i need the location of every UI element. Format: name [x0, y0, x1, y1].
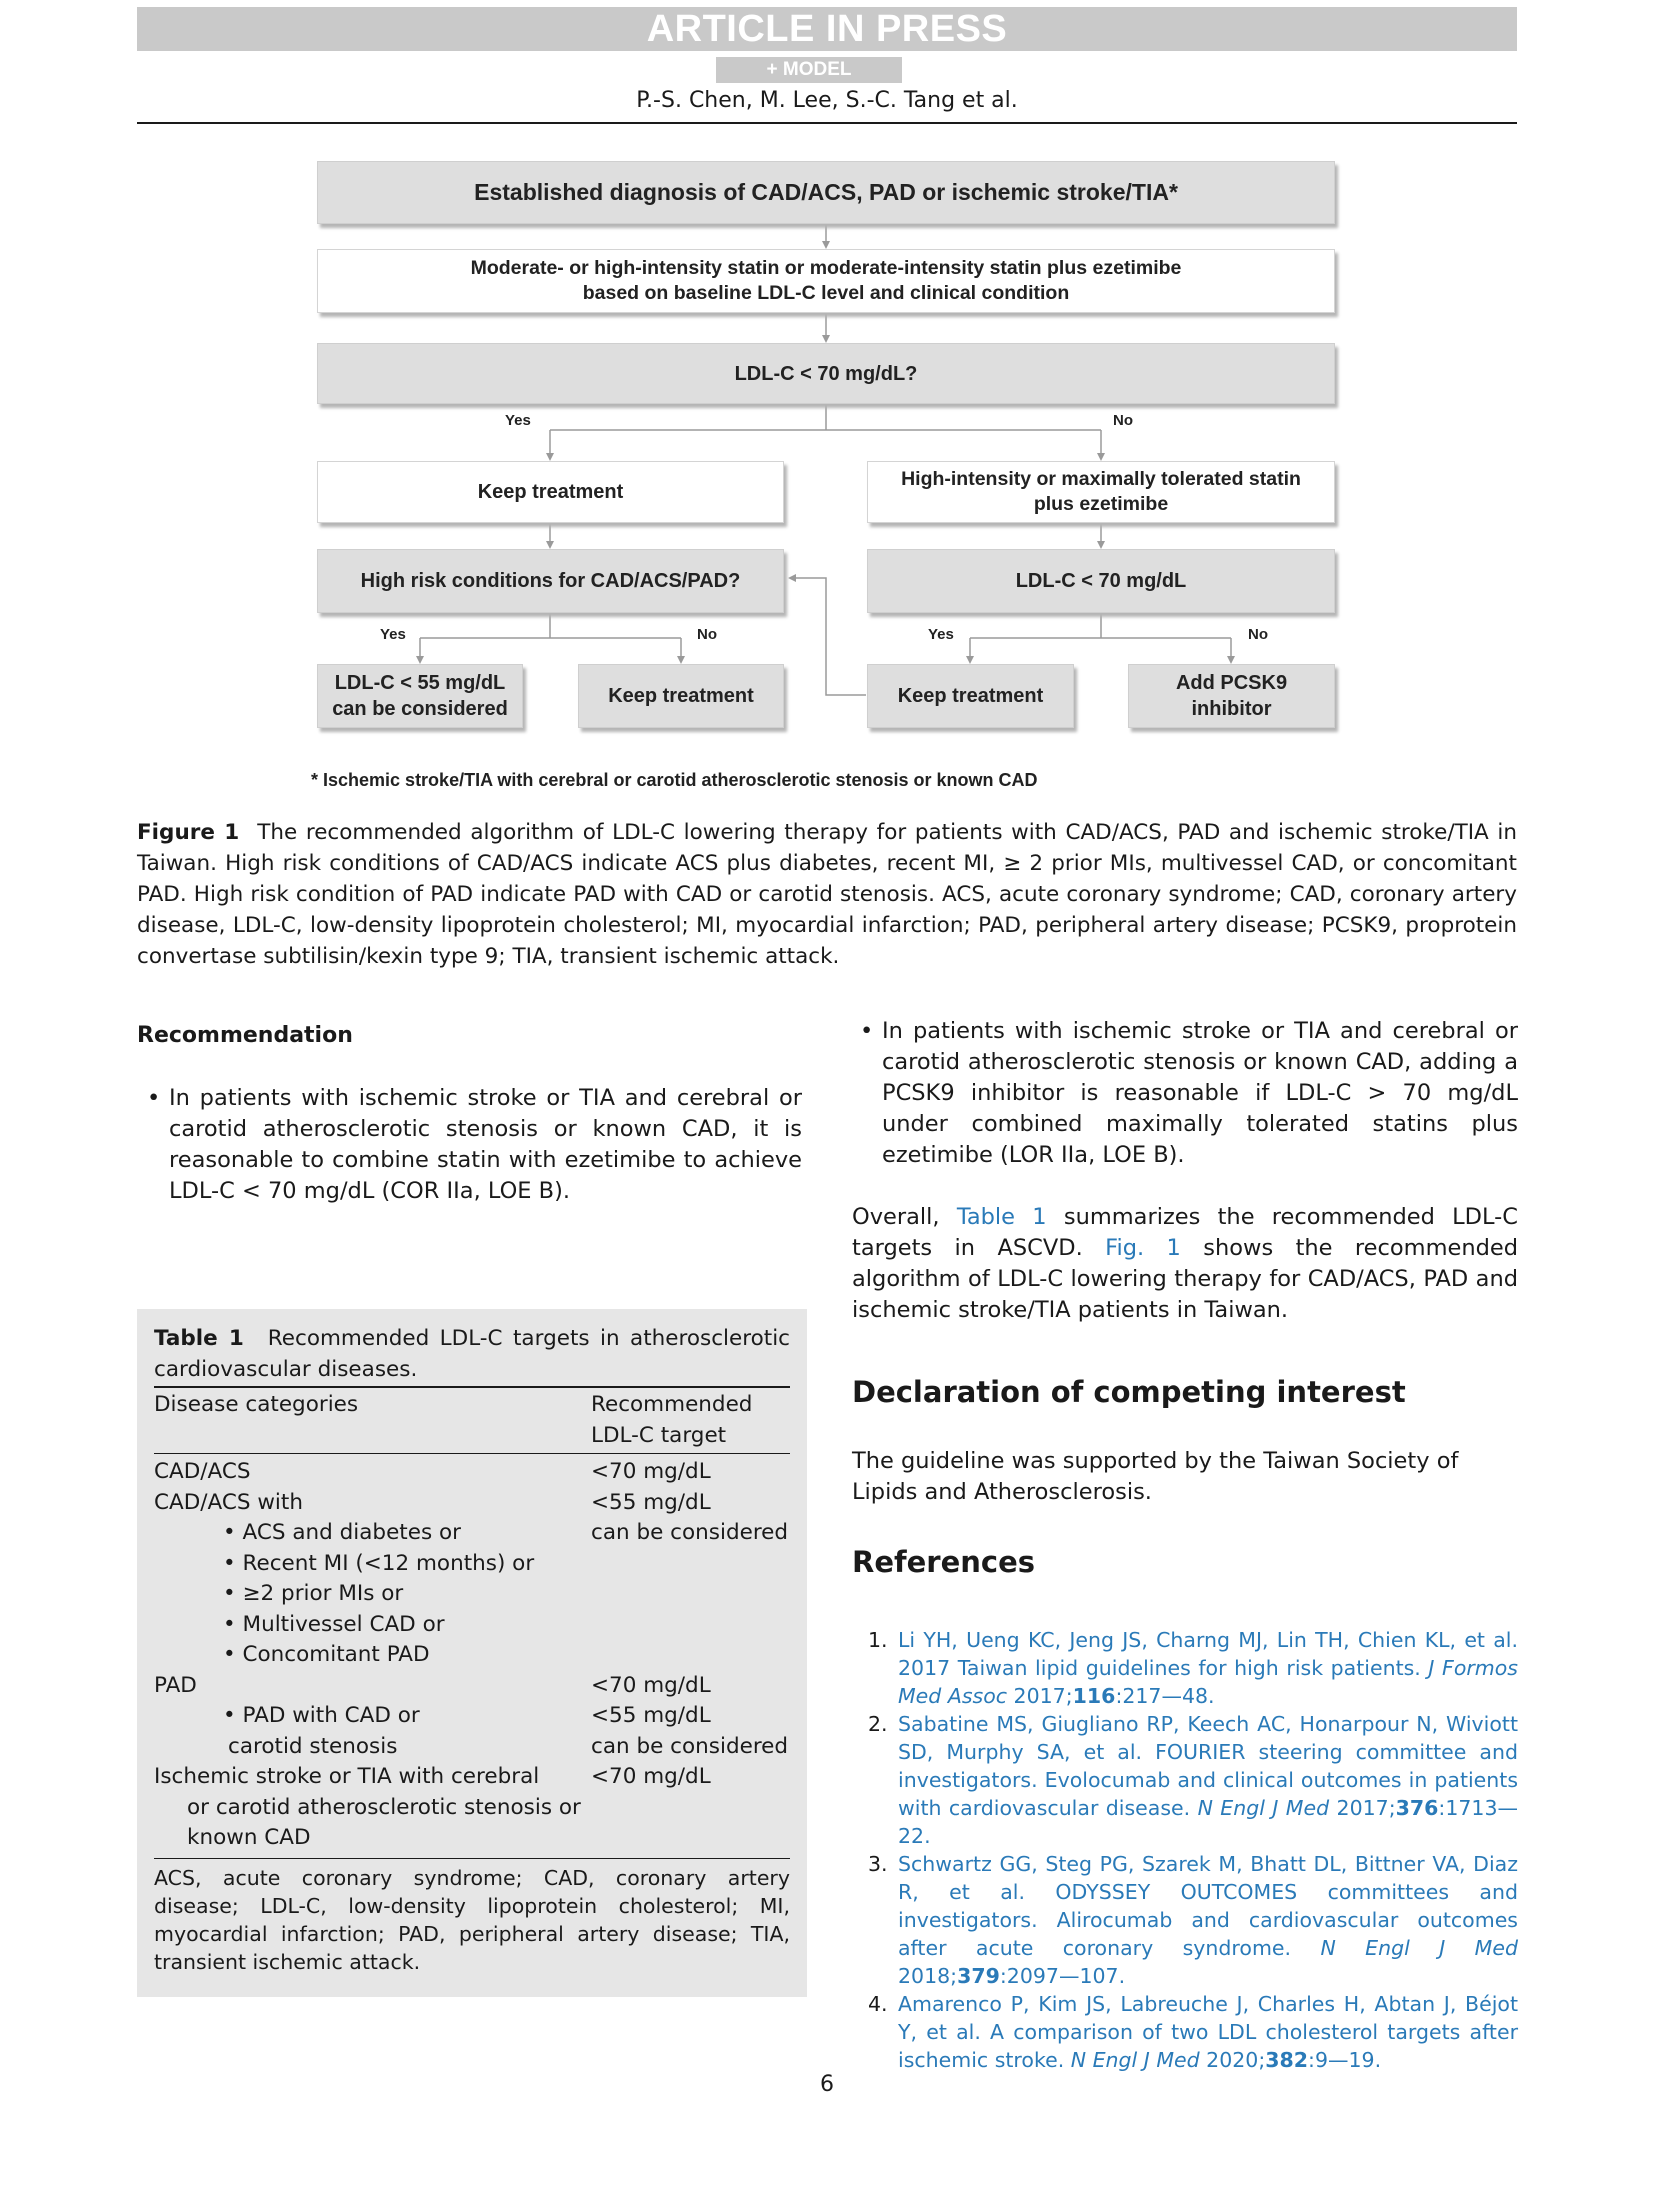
node-high-intensity-statin: High-intensity or maximally tolerated statin plus ezetimibe [867, 461, 1335, 523]
branch-high-risk [420, 613, 681, 638]
recommendation-heading: Recommendation [137, 1023, 353, 1048]
reference-pages: :1713—22. [898, 1796, 1518, 1848]
figure-footnote: * Ischemic stroke/TIA with cerebral or carotid atherosclerotic stenosis or known CAD [311, 770, 1038, 790]
reference-item[interactable] [868, 1710, 1518, 1850]
reference-year: 2017; [1329, 1796, 1396, 1820]
table-cell-category: • ACS and diabetes or [223, 1520, 461, 1545]
table-cell-target: <70 mg/dL [591, 1764, 711, 1789]
reference-item[interactable] [868, 1626, 1518, 1710]
table-cell-target: can be considered [591, 1733, 789, 1759]
table-cell-category: • ≥2 prior MIs or [223, 1581, 404, 1606]
node-ldl-55-considered: LDL-C < 55 mg/dL can be considered [317, 664, 523, 728]
table-footnote: ACS, acute coronary syndrome; CAD, coronary artery disease; LDL-C, low-density lipoprotein cholesterol; MI, myocardial infarction; PAD, peripheral artery disease; TIA, transient ischemic attack. [154, 1866, 790, 1974]
table-top-rule [154, 1386, 790, 1388]
reference-item[interactable] [868, 1850, 1518, 1990]
references-heading: References [852, 1545, 1036, 1579]
node-ldl-question: LDL-C < 70 mg/dL? [317, 343, 1335, 404]
table-cell-category: carotid stenosis [228, 1733, 398, 1759]
table-cell-target: <55 mg/dL [591, 1703, 711, 1728]
table-cell-category: CAD/ACS [154, 1459, 251, 1484]
competing-interest-heading: Declaration of competing interest [852, 1375, 1406, 1409]
reference-pages: :217—48. [1115, 1684, 1215, 1708]
reference-number: 2. [868, 1712, 888, 1736]
table-header-target: Recommended LDL-C target [591, 1392, 753, 1448]
reference-year: 2018; [898, 1964, 958, 1988]
node-ldl-below-70: LDL-C < 70 mg/dL [867, 549, 1335, 613]
table-cell-category: or carotid atherosclerotic stenosis or [187, 1794, 581, 1820]
reference-journal: N Engl J Med [1197, 1796, 1330, 1820]
reference-number: 1. [868, 1628, 888, 1652]
bullet-icon: • [147, 1085, 161, 1111]
reference-number: 3. [868, 1852, 888, 1876]
figure-caption-text: The recommended algorithm of LDL-C lowering therapy for patients with CAD/ACS, PAD and ischemic stroke/TIA in Taiwan. High risk conditions of CAD/ACS indicate ACS plus diabetes, recent MI, ≥ 2 prior MIs, multivessel CAD, or concomitant PAD. High risk condition of PAD indicate PAD with CAD or carotid stenosis. ACS, acute coronary syndrome; CAD, coronary artery disease, LDL-C, low-density lipoprotein cholesterol; MI, myocardial infarction; PAD, peripheral artery disease; PCSK9, proprotein convertase subtilisin/kexin type 9; TIA, transient ischemic attack. [137, 820, 1517, 969]
table-1-link[interactable]: Table 1 [956, 1204, 1047, 1230]
table-cell-category: PAD [154, 1672, 197, 1698]
table-cell-category: • Recent MI (<12 months) or [223, 1550, 535, 1576]
reference-year: 2017; [1007, 1684, 1073, 1708]
overall-paragraph: Overall, Table 1 summarizes the recommended LDL-C targets in ASCVD. Fig. 1 shows the recommended algorithm of LDL-C lowering therapy for CAD/ACS, PAD and ischemic stroke/TIA patients in Taiwan. [852, 1204, 1518, 1323]
arrow-keep-back-to-highrisk [792, 578, 866, 695]
table-cell-target: <70 mg/dL [591, 1672, 711, 1698]
reference-text: Sabatine MS, Giugliano RP, Keech AC, Honarpour N, Wiviott SD, Murphy SA, et al. FOURIER steering committee and investigators. Evolocumab and clinical outcomes in patients with cardiovascular disease. [898, 1712, 1518, 1820]
node-keep-treatment: Keep treatment [317, 461, 784, 523]
node-keep-treatment-right: Keep treatment [867, 664, 1074, 728]
table-cell-category: known CAD [187, 1825, 311, 1850]
label-no: No [1113, 412, 1133, 429]
node-keep-treatment-left: Keep treatment [578, 664, 784, 728]
table-cell-category: • PAD with CAD or [223, 1703, 420, 1728]
model-badge: + MODEL [716, 57, 902, 83]
table-1 [137, 1309, 807, 1997]
table-caption: Table 1 Recommended LDL-C targets in atherosclerotic cardiovascular diseases. [154, 1326, 790, 1382]
recommendation-bullet-right: • In patients with ischemic stroke or TIA and cerebral or carotid atherosclerotic stenosis or known CAD, adding a PCSK9 inhibitor is reasonable if LDL-C > 70 mg/dL under combined maximally tolerated statins plus ezetimibe (LOR IIa, LOE B). [860, 1018, 1518, 1168]
page-number: 6 [820, 2072, 834, 2097]
reference-pages: :9—19. [1308, 2048, 1382, 2072]
table-cell-target: <70 mg/dL [591, 1459, 711, 1484]
recommendation-bullet-left: • In patients with ischemic stroke or TIA and cerebral or carotid atherosclerotic stenosis or known CAD, it is reasonable to combine statin with ezetimibe to achieve LDL-C < 70 mg/dL (COR IIa, LOE B). [147, 1085, 802, 1204]
table-header-disease: Disease categories [154, 1392, 359, 1417]
table-cell-category: • Concomitant PAD [223, 1642, 430, 1667]
table-cell-category: CAD/ACS with [154, 1489, 303, 1515]
reference-journal: N Engl J Med [1070, 2048, 1200, 2072]
node-statin-therapy: Moderate- or high-intensity statin or moderate-intensity statin plus ezetimibe based on baseline LDL-C level and clinical condition [317, 249, 1335, 313]
reference-volume: 116 [1072, 1684, 1116, 1708]
reference-journal: J Formos Med Assoc [898, 1656, 1518, 1708]
reference-year: 2020; [1199, 2048, 1266, 2072]
reference-pages: :2097—107. [999, 1964, 1126, 1988]
reference-item[interactable] [868, 1990, 1518, 2074]
table-cell-category: • Multivessel CAD or [223, 1611, 445, 1637]
running-head-authors: P.-S. Chen, M. Lee, S.-C. Tang et al. [636, 88, 1018, 113]
reference-volume: 376 [1395, 1796, 1439, 1820]
branch-ldl-question [550, 404, 1101, 430]
table-label: Table 1 [154, 1326, 244, 1351]
table-bottom-rule [154, 1858, 790, 1859]
label-no: No [1248, 626, 1268, 643]
figure-label: Figure 1 [137, 820, 240, 845]
table-cell-target: can be considered [591, 1520, 789, 1545]
table-header-rule [154, 1453, 790, 1454]
header-rule [137, 122, 1517, 124]
fig-1-link[interactable]: Fig. 1 [1105, 1235, 1181, 1261]
table-cell-target: <55 mg/dL [591, 1489, 711, 1515]
node-add-pcsk9: Add PCSK9 inhibitor [1128, 664, 1335, 728]
branch-ldl70 [970, 613, 1231, 638]
reference-volume: 379 [957, 1964, 1000, 1988]
reference-list [868, 1626, 1518, 2074]
node-established-diagnosis: Established diagnosis of CAD/ACS, PAD or ischemic stroke/TIA* [317, 161, 1335, 224]
reference-volume: 382 [1265, 2048, 1309, 2072]
article-in-press-banner: ARTICLE IN PRESS [137, 7, 1517, 51]
bullet-icon: • [860, 1018, 874, 1044]
reference-number: 4. [868, 1992, 888, 2016]
reference-text: Schwartz GG, Steg PG, Szarek M, Bhatt DL, Bittner VA, Diaz R, et al. ODYSSEY OUTCOMES committees and investigators. Alirocumab and cardiovascular outcomes after acute coronary syndrome. [898, 1852, 1518, 1960]
table-cell-category: Ischemic stroke or TIA with cerebral [154, 1764, 540, 1789]
reference-text: Li YH, Ueng KC, Jeng JS, Charng MJ, Lin TH, Chien KL, et al. 2017 Taiwan lipid guidelines for high risk patients. [898, 1628, 1518, 1680]
reference-text: Amarenco P, Kim JS, Labreuche J, Charles H, Abtan J, Béjot Y, et al. A comparison of two LDL cholesterol targets after ischemic stroke. [898, 1992, 1518, 2072]
label-yes: Yes [928, 626, 954, 643]
label-no: No [697, 626, 717, 643]
competing-interest-text: The guideline was supported by the Taiwan Society of Lipids and Atherosclerosis. [852, 1448, 1459, 1505]
reference-journal: N Engl J Med [1320, 1936, 1518, 1960]
label-yes: Yes [380, 626, 406, 643]
node-high-risk-conditions: High risk conditions for CAD/ACS/PAD? [317, 549, 784, 613]
figure-caption [137, 817, 1517, 972]
label-yes: Yes [505, 412, 531, 429]
